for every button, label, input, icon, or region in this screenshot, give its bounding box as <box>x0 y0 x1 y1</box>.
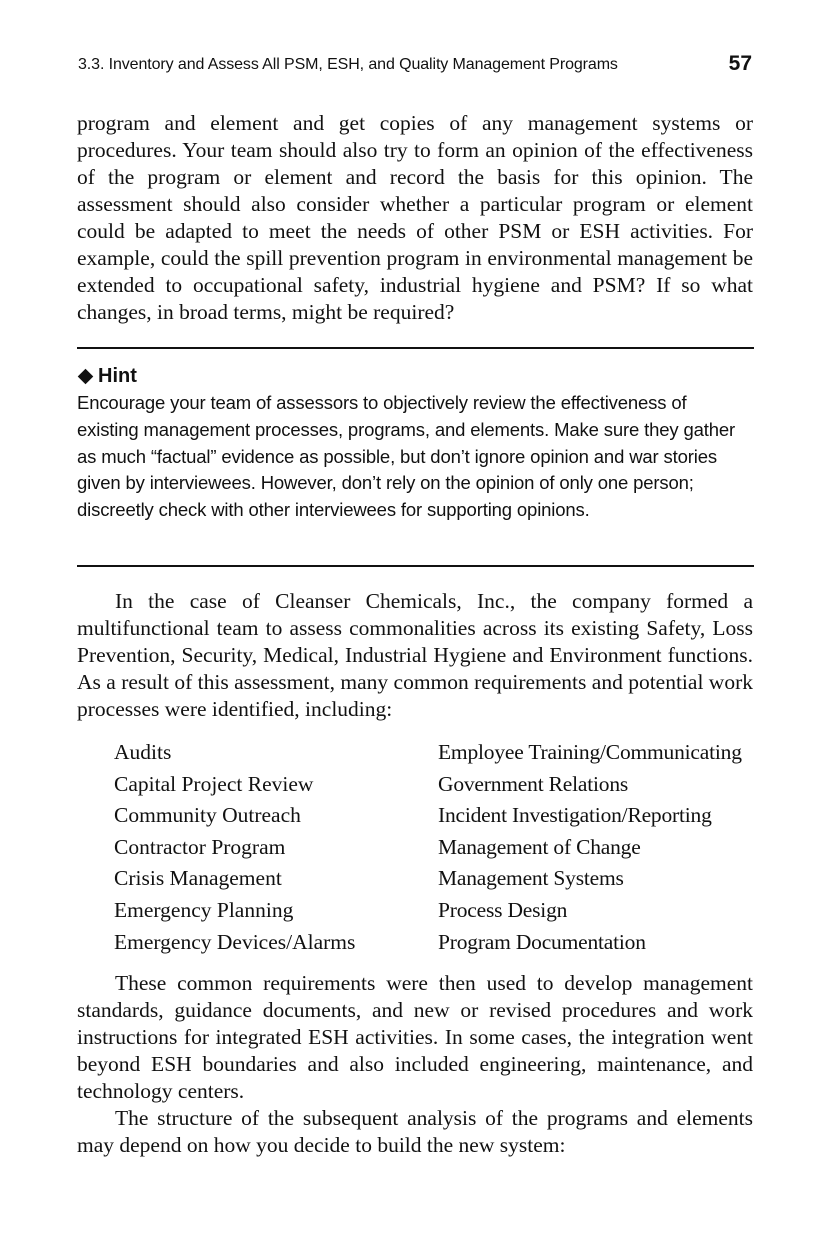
running-head <box>78 52 754 82</box>
list-item: Management of Change <box>438 834 641 859</box>
page-number: 57 <box>728 52 752 75</box>
list-item: Employee Training/Communicating <box>438 740 742 764</box>
list-item: Emergency Devices/Alarms <box>114 929 356 954</box>
list-item: Contractor Program <box>114 834 286 859</box>
hint-text: Encourage your team of assessors to objectively review the effectiveness of existing management processes, programs, and elements. Make sure they gather as much “factual” evidence as possible, but don’t ignore opinion and war stories given by interviewees. However, don’t rely on the opinion of only one person; discreetly check with other interviewees for supporting opinions. <box>77 392 736 521</box>
paragraph-standards: These common requirements were then used to develop management standards, guidance documents, and new or revised procedures and work instructions for integrated ESH activities. In some cases, the integration went beyond ESH boundaries and also included engineering, maintenance, and technology centers. <box>77 971 753 1103</box>
paragraph-structure: The structure of the subsequent analysis of the programs and elements may depend on how you decide to build the new system: <box>77 1106 753 1157</box>
list-item: Government Relations <box>438 771 629 796</box>
list-item: Emergency Planning <box>114 897 294 922</box>
paragraph-case-study: In the case of Cleanser Chemicals, Inc., the company formed a multifunctional team to assess commonalities across its existing Safety, Loss Prevention, Security, Medical, Industrial Hygiene and Environment functions. As a result of this assessment, many common requirements and potential work processes were identified, including: <box>77 589 753 721</box>
list-item: Audits <box>114 740 172 764</box>
requirements-left-column <box>114 737 355 958</box>
list-item: Incident Investigation/Reporting <box>438 803 712 828</box>
paragraph-assessment: program and element and get copies of any management systems or procedures. Your team should also try to form an opinion of the effectiveness of the program or element and record the basis for this opinion. The assessment should also consider whether a particular program or element could be adapted to meet the needs of other PSM or ESH activities. For example, could the spill prevention program in environmental management be extended to occupational safety, industrial hygiene and PSM? If so what changes, in broad terms, might be required? <box>77 111 753 324</box>
hint-title: Hint <box>98 365 137 387</box>
hint-bottom-rule <box>77 565 754 567</box>
diamond-bullet-icon <box>78 368 94 384</box>
list-item: Community Outreach <box>114 803 301 828</box>
hint-heading <box>77 363 753 389</box>
list-item: Management Systems <box>438 866 624 891</box>
requirements-right-column <box>438 737 742 958</box>
list-item: Crisis Management <box>114 866 282 891</box>
hint-top-rule <box>77 347 754 349</box>
hint-box <box>77 363 753 524</box>
list-item: Program Documentation <box>438 929 646 954</box>
list-item: Capital Project Review <box>114 771 314 796</box>
list-item: Process Design <box>438 897 568 922</box>
section-title: 3.3. Inventory and Assess All PSM, ESH, and Quality Management Programs <box>78 56 618 73</box>
